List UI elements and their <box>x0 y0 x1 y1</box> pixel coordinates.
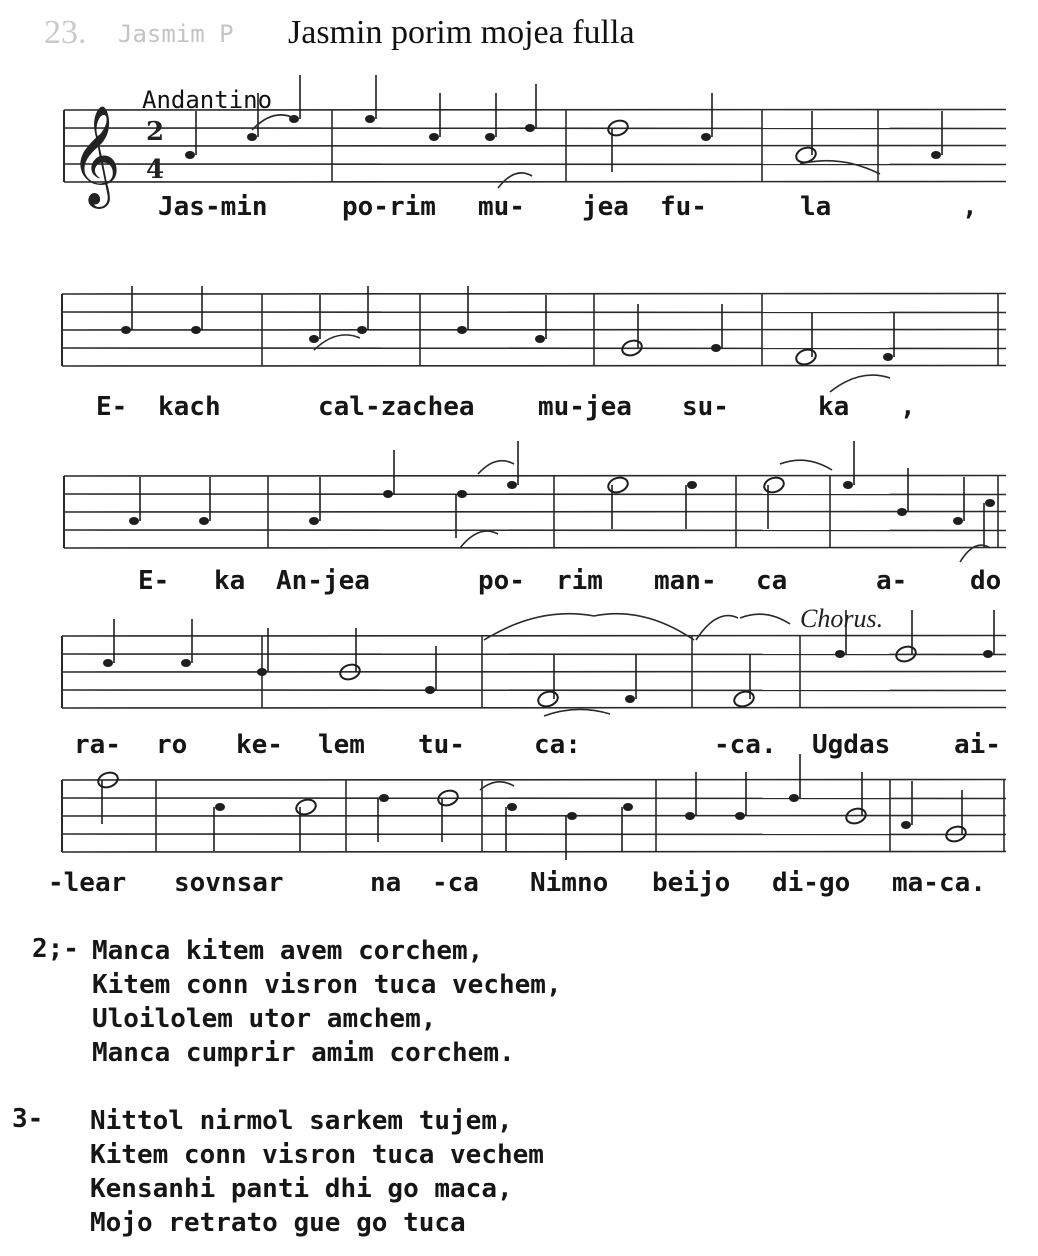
lyric-syllable: E- <box>96 392 128 422</box>
quarter-note-head <box>121 326 131 334</box>
lyric-syllable: An-jea <box>276 566 370 596</box>
quarter-note-head <box>985 499 995 507</box>
staff-line <box>62 708 1006 709</box>
quarter-note-head <box>507 481 517 489</box>
staff-line <box>64 182 1006 183</box>
quarter-note-head <box>901 821 911 829</box>
quarter-note-head <box>309 335 319 343</box>
treble-clef-icon: 𝄞 <box>70 105 121 205</box>
quarter-note-head <box>357 326 367 334</box>
quarter-note-head <box>191 326 201 334</box>
quarter-note-head <box>309 517 319 525</box>
lyric-syllable: -ca. <box>714 730 777 760</box>
staff-line <box>64 164 1006 165</box>
lyric-syllable: su- <box>682 392 729 422</box>
quarter-note-head <box>425 686 435 694</box>
staff-line <box>64 110 1006 111</box>
lyric-syllable: , <box>900 392 916 422</box>
lyric-syllable: jea <box>582 192 629 222</box>
verse-number: 2;- <box>32 934 79 964</box>
quarter-note-head <box>567 812 577 820</box>
lyric-syllable: sovnsar <box>174 868 284 898</box>
verse-line: Kitem conn visron tuca vechem <box>90 1140 544 1170</box>
quarter-note-head <box>835 650 845 658</box>
slur <box>498 173 532 188</box>
lyric-syllable: rim <box>556 566 603 596</box>
time-signature-bottom: 4 <box>146 155 165 185</box>
quarter-note-head <box>457 490 467 498</box>
staff-line <box>62 816 1006 817</box>
lyric-syllable: mu- <box>478 192 525 222</box>
quarter-note-head <box>199 517 209 525</box>
quarter-note-head <box>535 335 545 343</box>
staff-line <box>62 672 1006 673</box>
lyric-syllable: E- <box>138 566 170 596</box>
staff-line <box>62 366 1006 367</box>
verse-line: Manca cumprir amim corchem. <box>92 1038 515 1068</box>
staff-line <box>64 476 1006 477</box>
verse-3 <box>90 1104 544 1240</box>
slur <box>740 614 790 624</box>
quarter-note-head <box>623 803 633 811</box>
quarter-note-head <box>247 133 257 141</box>
half-note-head <box>732 689 755 708</box>
lyric-syllable: -lear <box>48 868 127 898</box>
staff-line <box>64 548 1006 549</box>
slur <box>480 782 514 790</box>
lyric-syllable: ka <box>818 392 850 422</box>
lyric-syllable: kach <box>158 392 221 422</box>
lyric-syllable: beijo <box>652 868 731 898</box>
lyric-syllable: Ugdas <box>812 730 891 760</box>
lyric-syllable: -ca <box>432 868 479 898</box>
lyric-syllable: fu- <box>660 192 707 222</box>
lyric-syllable: ca <box>756 566 788 596</box>
staff-line <box>64 494 1006 495</box>
slur <box>478 461 514 474</box>
quarter-note-head <box>365 115 375 123</box>
lyric-syllable: do <box>970 566 1002 596</box>
quarter-note-head <box>525 124 535 132</box>
staff-line <box>64 512 1006 513</box>
quarter-note-head <box>429 133 439 141</box>
lyric-syllable: cal-zachea <box>318 392 475 422</box>
verse-number: 3- <box>12 1104 44 1134</box>
staff-line <box>62 636 1006 637</box>
faint-title: Jasmim P <box>118 20 234 48</box>
lyric-syllable: ai- <box>954 730 1001 760</box>
verse-line: Uloilolem utor amchem, <box>92 1004 437 1034</box>
staff-line <box>64 530 1006 531</box>
lyric-syllable: mu-jea <box>538 392 632 422</box>
quarter-note-head <box>843 481 853 489</box>
quarter-note-head <box>685 812 695 820</box>
verse-2 <box>92 934 562 1070</box>
half-note-head <box>536 689 559 708</box>
slur <box>544 709 610 716</box>
lyric-syllable: na <box>370 868 402 898</box>
quarter-note-head <box>129 517 139 525</box>
quarter-note-head <box>103 659 113 667</box>
staff-line <box>62 690 1006 691</box>
lyric-syllable: Jas-min <box>158 192 268 222</box>
lyric-syllable: ma-ca. <box>892 868 986 898</box>
staff-line <box>62 348 1006 349</box>
quarter-note-head <box>711 344 721 352</box>
time-signature-top: 2 <box>146 117 165 147</box>
staff-line <box>62 330 1006 331</box>
slur <box>800 161 880 174</box>
song-title: Jasmin porim mojea fulla <box>288 14 635 51</box>
staff-line <box>62 294 1006 295</box>
half-note-head <box>294 797 317 816</box>
quarter-note-head <box>457 326 467 334</box>
quarter-note-head <box>379 794 389 802</box>
quarter-note-head <box>215 803 225 811</box>
lyric-syllable: ra- <box>74 730 121 760</box>
quarter-note-head <box>185 151 195 159</box>
lyric-syllable: ca: <box>534 730 581 760</box>
quarter-note-head <box>789 794 799 802</box>
staff-line <box>62 834 1006 835</box>
staff-line <box>62 798 1006 799</box>
quarter-note-head <box>181 659 191 667</box>
lyric-syllable: po-rim <box>342 192 436 222</box>
lyric-syllable: la <box>800 192 832 222</box>
staff-line <box>62 654 1006 655</box>
staff-line <box>64 146 1006 147</box>
slur <box>460 531 498 548</box>
lyric-syllable: lem <box>318 730 365 760</box>
slur <box>780 460 832 470</box>
quarter-note-head <box>735 812 745 820</box>
lyric-syllable: ka <box>214 566 246 596</box>
quarter-note-head <box>983 650 993 658</box>
staff-line <box>62 780 1006 781</box>
quarter-note-head <box>485 133 495 141</box>
quarter-note-head <box>953 517 963 525</box>
lyric-syllable: man- <box>654 566 717 596</box>
quarter-note-head <box>507 803 517 811</box>
slur <box>830 375 890 392</box>
lyric-syllable: po- <box>478 566 525 596</box>
verse-line: Manca kitem avem corchem, <box>92 936 484 966</box>
verse-line: Kensanhi panti dhi go maca, <box>90 1174 513 1204</box>
quarter-note-head <box>931 151 941 159</box>
verse-line: Mojo retrato gue go tuca <box>90 1208 466 1238</box>
quarter-note-head <box>257 668 267 676</box>
staff-line <box>62 312 1006 313</box>
song-number: 23. <box>44 14 87 51</box>
quarter-note-head <box>625 695 635 703</box>
lyric-syllable: a- <box>876 566 908 596</box>
quarter-note-head <box>383 490 393 498</box>
quarter-note-head <box>701 133 711 141</box>
quarter-note-head <box>883 353 893 361</box>
lyric-syllable: Nimno <box>530 868 609 898</box>
staff-line <box>64 128 1006 129</box>
lyric-syllable: di-go <box>772 868 851 898</box>
half-note-head <box>606 475 629 494</box>
quarter-note-head <box>687 481 697 489</box>
lyric-syllable: ke- <box>236 730 283 760</box>
staff-line <box>62 852 1006 853</box>
half-note-head <box>762 475 785 494</box>
verse-line: Nittol nirmol sarkem tujem, <box>90 1106 513 1136</box>
lyric-syllable: ro <box>156 730 188 760</box>
lyric-syllable: tu- <box>418 730 465 760</box>
lyric-syllable: , <box>962 192 978 222</box>
half-note-head <box>794 347 817 366</box>
quarter-note-head <box>897 508 907 516</box>
chorus-note: Chorus. <box>800 604 884 633</box>
tempo-marking: Andantino <box>142 86 273 114</box>
verse-line: Kitem conn visron tuca vechem, <box>92 970 562 1000</box>
